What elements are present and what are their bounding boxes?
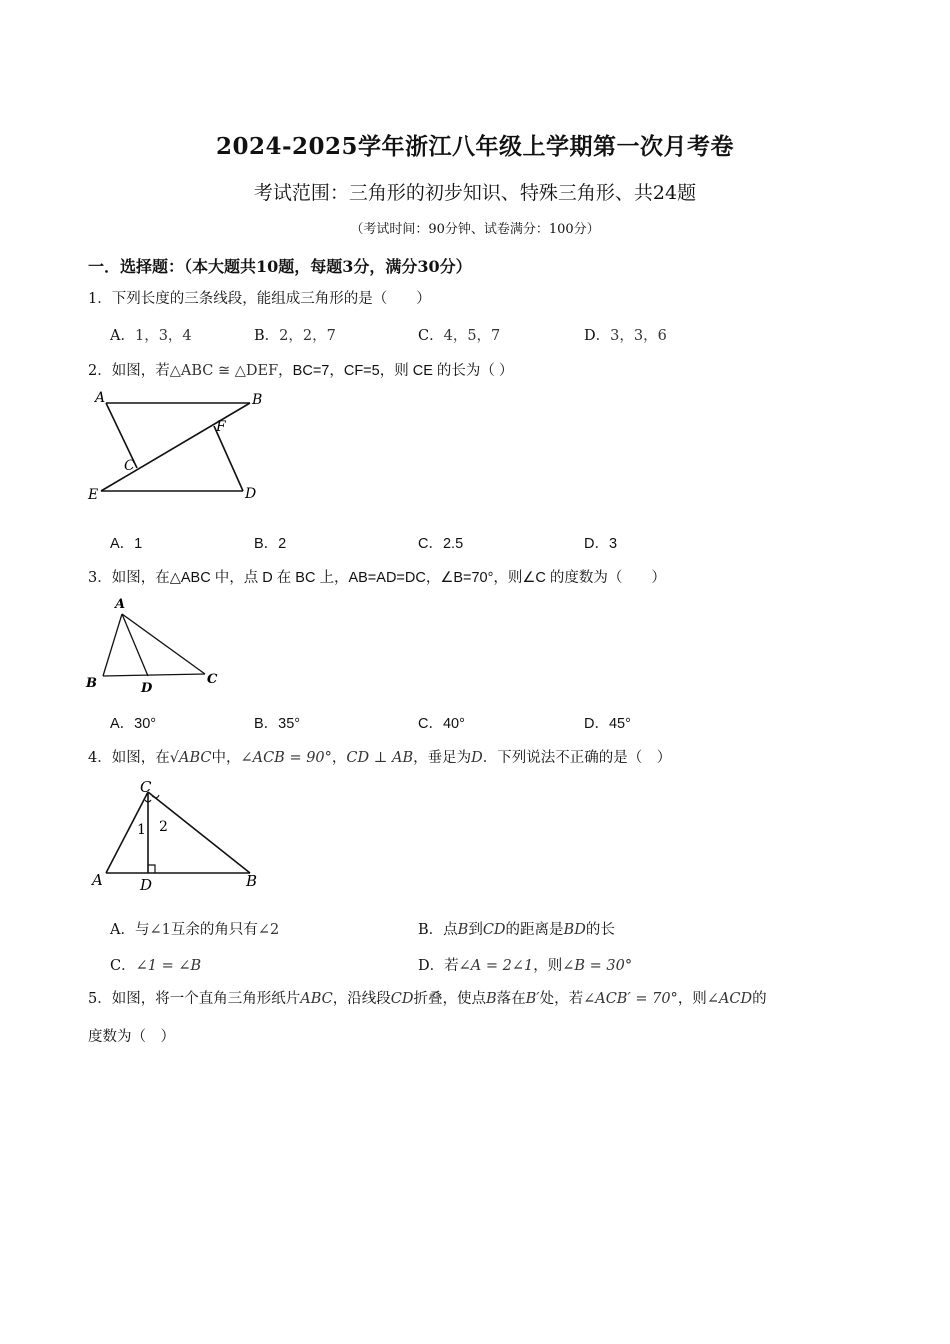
exam-note: （考试时间：90分钟、试卷满分：100分） xyxy=(350,222,600,237)
page-title: 2024-2025学年浙江八年级上学期第一次月考卷 xyxy=(215,133,735,160)
right-angle-mark xyxy=(148,865,155,873)
question-4: 4．如图，在√ABC中，∠ACB = 90°，CD ⊥ AB，垂足为D．下列说法不正确的是（ ） xyxy=(88,750,672,766)
question-3: 3．如图，在△ABC 中，点 D 在 BC 上，AB=AD=DC，∠B=70°，则∠C 的度数为（ ） xyxy=(88,570,666,586)
label-a: A xyxy=(92,871,103,889)
question-2: 2．如图，若△ABC ≅ △DEF，BC=7，CF=5，则 CE 的长为（ ） xyxy=(88,363,514,379)
label-d: D xyxy=(141,681,153,696)
label-angle-2: 2 xyxy=(159,819,168,835)
label-a: A xyxy=(95,390,106,406)
q4-option-a: A．与∠1互余的角只有∠2 xyxy=(110,922,280,938)
label-d: D xyxy=(245,486,257,502)
q1-option-a: A．1，3，4 xyxy=(110,328,192,344)
question-1 xyxy=(88,288,431,310)
label-angle-1: 1 xyxy=(137,822,146,838)
label-e: E xyxy=(88,487,99,503)
right-angle-condition: ∠ACB = 90° xyxy=(240,750,332,766)
question-stem: 下列长度的三条线段，能组成三角形的是（ ） xyxy=(111,291,431,307)
label-a: A xyxy=(115,597,126,612)
congruence-expression: △ABC ≅ △DEF xyxy=(169,363,279,379)
q2-figure xyxy=(84,386,274,504)
question-5: 5．如图，将一个直角三角形纸片ABC，沿线段CD折叠，使点B落在B′处，若∠ACB′ = 70°，则∠ACD的 xyxy=(88,991,767,1007)
label-b: B xyxy=(252,392,263,408)
q3-option-a: A．30° xyxy=(110,716,157,732)
question-number: 1． xyxy=(88,291,112,307)
section-heading: 一．选择题：（本大题共10题，每题3分，满分30分） xyxy=(88,257,472,276)
label-c: C xyxy=(207,672,218,687)
q2-option-b: B．2 xyxy=(254,536,287,552)
segment-df xyxy=(214,426,243,491)
q2-option-a: A．1 xyxy=(110,536,143,552)
q1-option-c: C．4，5，7 xyxy=(418,328,501,344)
page-subtitle: 考试范围：三角形的初步知识、特殊三角形、共24题 xyxy=(253,182,697,204)
perpendicular-condition: CD ⊥ AB xyxy=(346,750,414,766)
segment-bc xyxy=(103,674,205,676)
q2-option-c: C．2.5 xyxy=(418,536,464,552)
segment-ab xyxy=(103,614,122,676)
q1-option-b: B．2，2，7 xyxy=(254,328,336,344)
q2-option-d: D．3 xyxy=(584,536,618,552)
label-d: D xyxy=(140,876,153,894)
q1-option-d: D．3，3，6 xyxy=(584,328,667,344)
label-c: C xyxy=(140,778,152,796)
label-b: B xyxy=(86,676,97,691)
q4-option-c: C．∠1 = ∠B xyxy=(110,958,202,974)
q3-figure xyxy=(84,594,224,696)
q4-figure xyxy=(84,778,274,894)
question-5-line-2: 度数为（ ） xyxy=(88,1029,175,1045)
q3-option-c: C．40° xyxy=(418,716,465,732)
label-b: B xyxy=(246,872,258,890)
q4-option-b: B．点B到CD的距离是BD的长 xyxy=(418,922,615,938)
q3-option-d: D．45° xyxy=(584,716,631,732)
segment-be xyxy=(101,403,250,491)
triangle-expression: √ABC xyxy=(169,750,212,766)
label-c: C xyxy=(124,458,135,474)
q3-option-b: B．35° xyxy=(254,716,301,732)
label-f: F xyxy=(216,419,226,435)
q4-option-d: D．若∠A = 2∠1，则∠B = 30° xyxy=(418,958,633,974)
